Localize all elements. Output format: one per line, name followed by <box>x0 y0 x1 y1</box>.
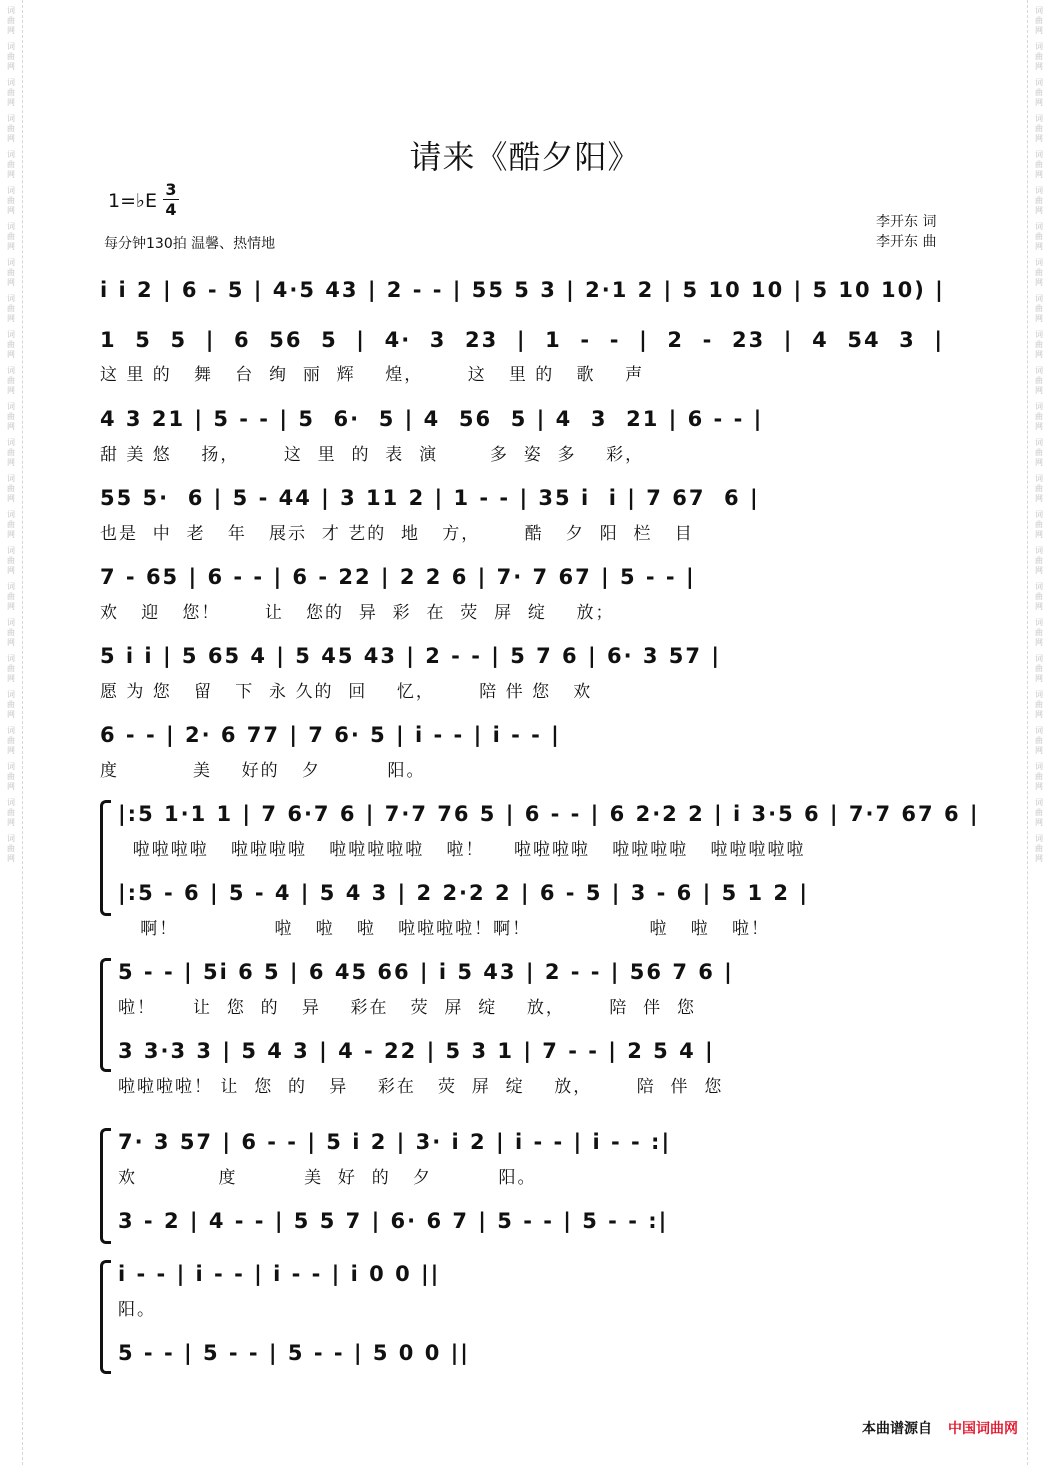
composer: 李开东 曲 <box>876 234 937 250</box>
lyrics-line-12 <box>118 1163 950 1193</box>
notation: i i 2 | 6 - 5 | 4·5 43 | 2 - - | 55 5 3 | 2·1 2 | 5 10 10 | 5 10 10) | <box>100 278 945 302</box>
notation: 5 - - | 5i 6 5 | 6 45 66 | i 5 43 | 2 - - | 56 7 6 | <box>118 960 734 984</box>
lyrics-line-7 <box>100 756 950 786</box>
notation: 3 3·3 3 | 5 4 3 | 4 - 22 | 5 3 1 | 7 - - | 2 5 4 | <box>118 1039 715 1063</box>
score-line-9 <box>118 881 950 911</box>
notation: 6 - - | 2· 6 77 | 7 6· 5 | i - - | i - - | <box>100 723 561 747</box>
notation: 55 5· 6 | 5 - 44 | 3 11 2 | 1 - - | 35 i i | 7 67 6 | <box>100 486 760 510</box>
lyrics: 这 里 的 舞 台 绚 丽 辉 煌， 这 里 的 歌 声 <box>100 365 645 385</box>
time-signature-bottom: 4 <box>163 199 179 219</box>
system-bracket <box>100 1128 111 1244</box>
source-footer <box>862 1418 1018 1438</box>
score-line-14 <box>118 1262 950 1292</box>
notation: |:5 - 6 | 5 - 4 | 5 4 3 | 2 2·2 2 | 6 - 5 | 3 - 6 | 5 1 2 | <box>118 881 810 905</box>
lyrics-line-9 <box>118 914 950 944</box>
lyrics: 阳。 <box>118 1300 156 1320</box>
watermark-left: 词 曲 网 词 曲 网 词 曲 网 词 曲 网 词 曲 网 词 曲 网 词 曲 网 词 曲 网 词 曲 网 词 曲 网 词 曲 网 词 曲 网 词 曲 网 词 曲 网 词 曲 网 词 曲 网 词 曲 网 词 曲 网 词 曲 网 词 曲 网 词 曲 网 词 曲 网 词 曲 网 词 曲 网 <box>0 0 23 1465</box>
lyrics-line-6 <box>100 677 950 707</box>
lyrics: 啦啦啦啦！ 让 您 的 异 彩在 荧 屏 绽 放， 陪 伴 您 <box>118 1077 724 1097</box>
notation: 7· 3 57 | 6 - - | 5 i 2 | 3· i 2 | i - - | i - - :| <box>118 1130 672 1154</box>
lyrics: 度 美 好的 夕 阳。 <box>100 761 426 781</box>
score-line-1 <box>100 278 950 308</box>
lyrics-line-4 <box>100 519 950 549</box>
score-line-5 <box>100 565 950 595</box>
system-bracket <box>100 800 111 916</box>
score-line-11 <box>118 1039 950 1069</box>
lyrics-line-11 <box>118 1072 950 1102</box>
notation: i - - | i - - | i - - | i 0 0 || <box>118 1262 441 1286</box>
score-line-10 <box>118 960 950 990</box>
lyrics: 欢 迎 您！ 让 您的 异 彩 在 荧 屏 绽 放； <box>100 603 615 623</box>
score-line-7 <box>100 723 950 753</box>
score-line-15 <box>118 1341 950 1371</box>
lyrics-line-8 <box>118 835 950 865</box>
lyrics: 啊！ 啦 啦 啦 啦啦啦啦！啊！ 啦 啦 啦！ <box>118 919 770 939</box>
score-line-6 <box>100 644 950 674</box>
notation: 7 - 65 | 6 - - | 6 - 22 | 2 2 6 | 7· 7 67 | 5 - - | <box>100 565 696 589</box>
time-signature <box>163 180 179 219</box>
lyrics: 愿 为 您 留 下 永 久的 回 忆， 陪 伴 您 欢 <box>100 682 593 702</box>
notation: 3 - 2 | 4 - - | 5 5 7 | 6· 6 7 | 5 - - | 5 - - :| <box>118 1209 669 1233</box>
notation: |:5 1·1 1 | 7 6·7 6 | 7·7 76 5 | 6 - - | 6 2·2 2 | i 3·5 6 | 7·7 67 6 | <box>118 802 980 826</box>
lyrics-line-3 <box>100 440 950 470</box>
score-line-3 <box>100 407 950 437</box>
notation: 5 i i | 5 65 4 | 5 45 43 | 2 - - | 5 7 6 | 6· 3 57 | <box>100 644 721 668</box>
time-signature-top: 3 <box>165 180 177 199</box>
lyrics-line-10 <box>118 993 950 1023</box>
lyrics: 也是 中 老 年 展示 才 艺的 地 方， 酷 夕 阳 栏 目 <box>100 524 694 544</box>
source-brand[interactable]: 中国词曲网 <box>948 1421 1018 1437</box>
score-line-4 <box>100 486 950 516</box>
lyricist: 李开东 词 <box>876 214 937 230</box>
score-line-8 <box>118 802 980 832</box>
score-line-2 <box>100 328 950 358</box>
system-bracket <box>100 1260 111 1374</box>
credits <box>876 212 936 252</box>
system-bracket <box>100 958 111 1072</box>
notation: 1 5 5 | 6 56 5 | 4· 3 23 | 1 - - | 2 - 23 | 4 54 3 | <box>100 328 945 352</box>
lyrics-line-14 <box>118 1295 950 1325</box>
lyrics: 啦！ 让 您 的 异 彩在 荧 屏 绽 放， 陪 伴 您 <box>118 998 696 1018</box>
lyrics: 啦啦啦啦 啦啦啦啦 啦啦啦啦啦 啦！ 啦啦啦啦 啦啦啦啦 啦啦啦啦啦 <box>118 840 806 860</box>
score-line-13 <box>118 1209 950 1239</box>
lyrics: 欢 度 美 好 的 夕 阳。 <box>118 1168 537 1188</box>
score-line-12 <box>118 1130 950 1160</box>
lyrics-line-2 <box>100 360 950 390</box>
notation: 5 - - | 5 - - | 5 - - | 5 0 0 || <box>118 1341 470 1365</box>
key-signature: 1=♭E <box>108 190 157 212</box>
notation: 4 3 21 | 5 - - | 5 6· 5 | 4 56 5 | 4 3 21 | 6 - - | <box>100 407 764 431</box>
lyrics: 甜 美 悠 扬， 这 里 的 表 演 多 姿 多 彩， <box>100 445 645 465</box>
watermark-right: 词 曲 网 词 曲 网 词 曲 网 词 曲 网 词 曲 网 词 曲 网 词 曲 网 词 曲 网 词 曲 网 词 曲 网 词 曲 网 词 曲 网 词 曲 网 词 曲 网 词 曲 网 词 曲 网 词 曲 网 词 曲 网 词 曲 网 词 曲 网 词 曲 网 词 曲 网 词 曲 网 词 曲 网 <box>1027 0 1050 1465</box>
lyrics-line-5 <box>100 598 950 628</box>
song-title: 请来《酷夕阳》 <box>409 138 641 176</box>
tempo-marking: 每分钟130拍 温馨、热情地 <box>104 236 276 252</box>
source-label: 本曲谱源自 <box>862 1421 932 1437</box>
